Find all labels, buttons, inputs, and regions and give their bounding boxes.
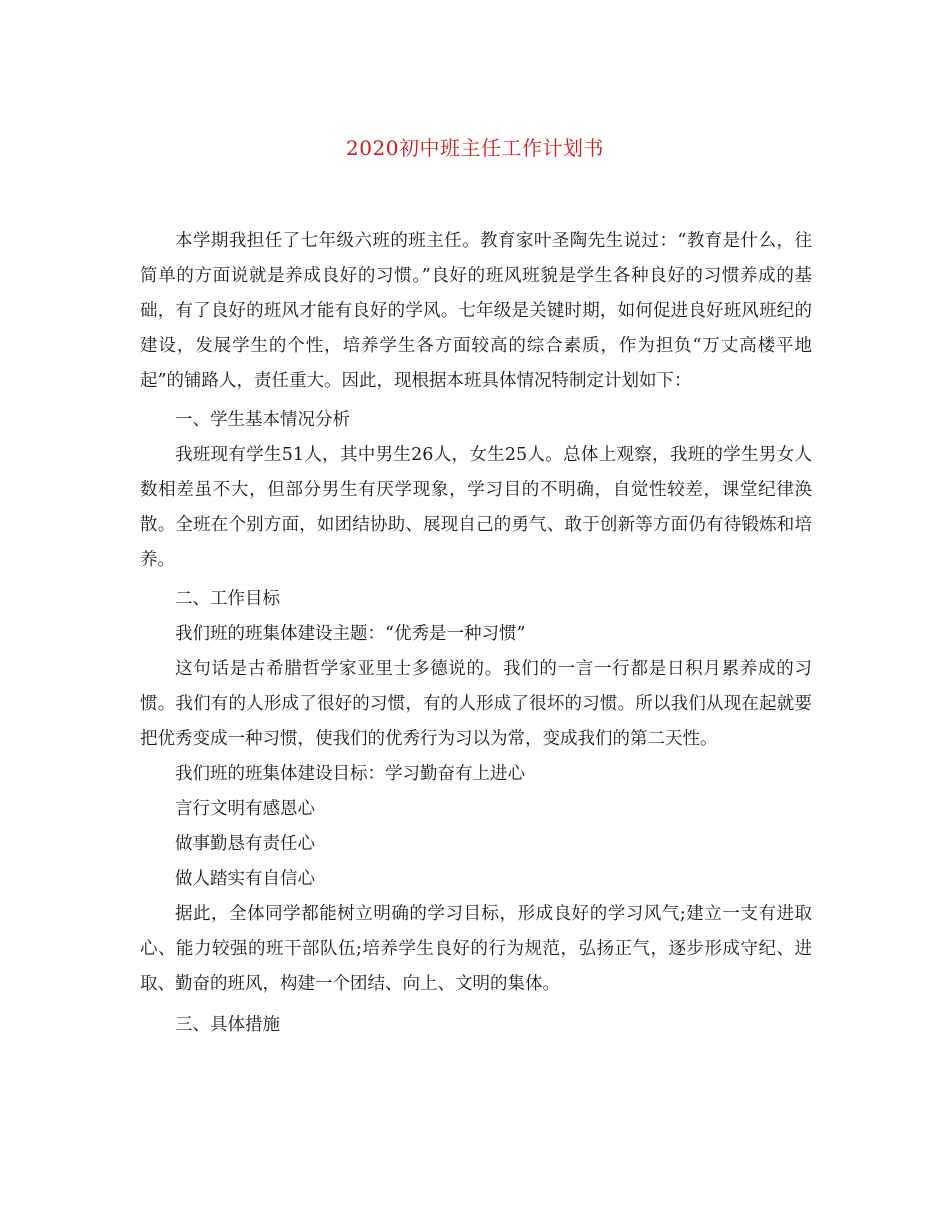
document-title: 2020初中班主任工作计划书 xyxy=(346,136,604,160)
section-heading-2: 二、工作目标 xyxy=(175,589,280,609)
document-body xyxy=(140,224,812,1043)
goal-line-3: 做事勤恳有责任心 xyxy=(175,834,315,854)
goal-line-2: 言行文明有感恩心 xyxy=(175,799,315,819)
goal-paragraph: 据此，全体同学都能树立明确的学习目标，形成良好的学习风气;建立一支有进取心、能力较强的班干部队伍;培养学生良好的行为规范，弘扬正气，逐步形成守纪、进取、勤奋的班风，构建一个团结、向上、文明的集体。 xyxy=(140,904,812,994)
section-heading-1: 一、学生基本情况分析 xyxy=(175,410,350,430)
section-heading-3: 三、具体措施 xyxy=(175,1015,280,1035)
goal-line-4: 做人踏实有自信心 xyxy=(175,869,315,889)
section-1-paragraph: 我班现有学生51人，其中男生26人，女生25人。总体上观察，我班的学生男女人数相差虽不大，但部分男生有厌学现象，学习目的不明确，自觉性较差，课堂纪律涣散。全班在个别方面，如团结协助、展现自己的勇气、敢于创新等方面仍有待锻炼和培养。 xyxy=(140,445,812,570)
goal-line: 我们班的班集体建设目标：学习勤奋有上进心 xyxy=(175,764,525,784)
intro-paragraph: 本学期我担任了七年级六班的班主任。教育家叶圣陶先生说过：“教育是什么，往简单的方面说就是养成良好的习惯。”良好的班风班貌是学生各种良好的习惯养成的基础，有了良好的班风才能有良好的学风。七年级是关键时期，如何促进良好班风班纪的建设，发展学生的个性，培养学生各方面较高的综合素质，作为担负“万丈高楼平地起”的铺路人，责任重大。因此，现根据本班具体情况特制定计划如下： xyxy=(140,231,812,391)
theme-paragraph: 这句话是古希腊哲学家亚里士多德说的。我们的一言一行都是日积月累养成的习惯。我们有的人形成了很好的习惯，有的人形成了很坏的习惯。所以我们从现在起就要把优秀变成一种习惯，使我们的优秀行为习以为常，变成我们的第二天性。 xyxy=(140,659,812,749)
theme-line: 我们班的班集体建设主题：“优秀是一种习惯” xyxy=(175,624,526,644)
